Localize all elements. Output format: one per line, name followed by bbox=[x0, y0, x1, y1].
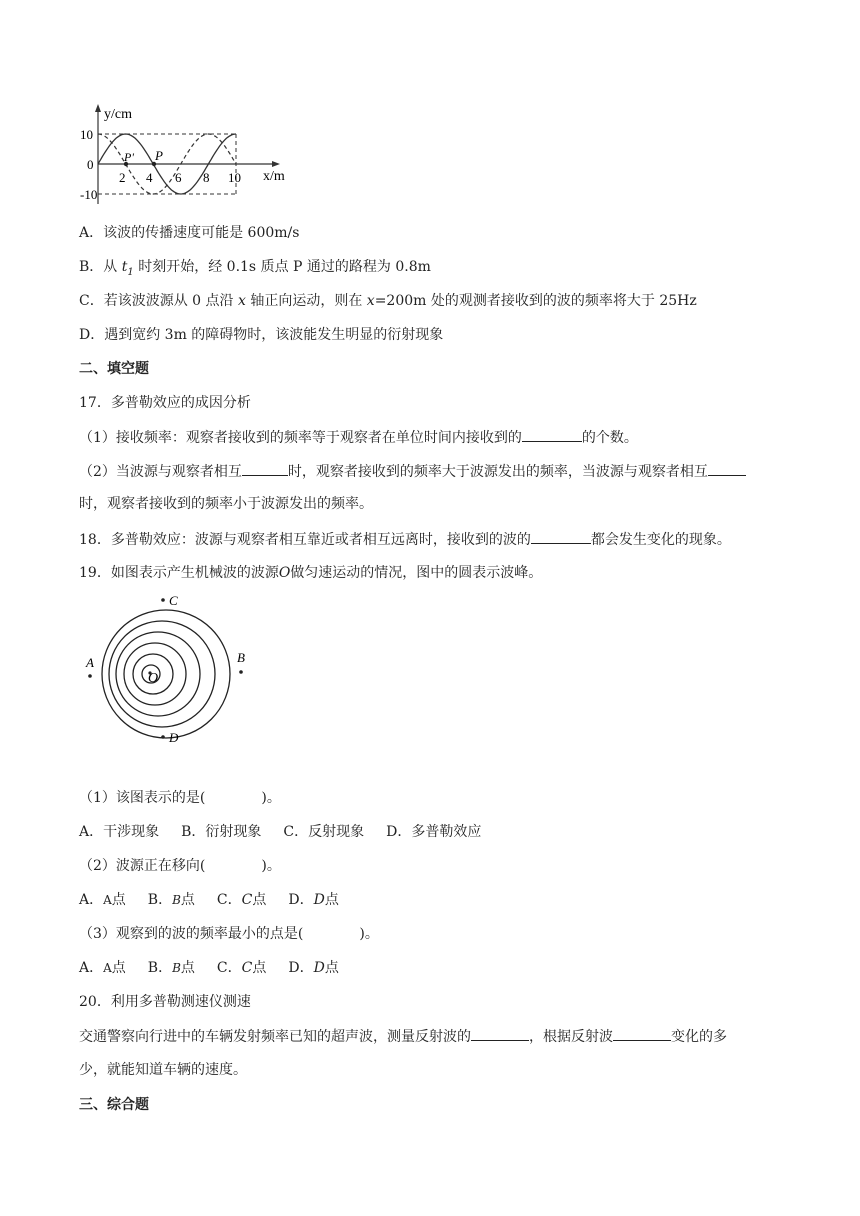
point-p-label: P bbox=[155, 148, 163, 163]
q19-sub1-options bbox=[79, 822, 503, 842]
x-tick-4: 4 bbox=[146, 170, 153, 185]
q16-option-c-suffix: =200m 处的观测者接收到的波的频率将大于 25Hz bbox=[374, 293, 697, 309]
q17-part1-after: 的个数。 bbox=[581, 430, 638, 446]
q17-part2-line2: 时，观察者接收到的频率小于波源发出的频率。 bbox=[79, 496, 373, 512]
y-tick-0: 0 bbox=[87, 157, 94, 172]
wave-graph bbox=[76, 100, 306, 208]
q16-option-d: D．遇到宽约 3m 的障碍物时，该波能发生明显的衍射现象 bbox=[79, 327, 444, 343]
wavefront-1 bbox=[102, 610, 230, 738]
x-tick-8: 8 bbox=[203, 170, 210, 185]
q17-part2-blank1 bbox=[242, 461, 288, 476]
q19-o: O bbox=[278, 565, 291, 581]
q20-line1-c: 变化的多 bbox=[671, 1029, 727, 1045]
y-tick-neg10: -10 bbox=[80, 187, 98, 202]
point-c-dot bbox=[161, 598, 165, 602]
doppler-diagram bbox=[78, 590, 268, 750]
q20-blank2 bbox=[613, 1026, 671, 1041]
q17-part2-a: （2）当波源与观察者相互 bbox=[79, 464, 242, 480]
q19-sub1: （1）该图表示的是( )。 bbox=[79, 790, 281, 806]
y-axis-arrow bbox=[95, 104, 101, 112]
q19-sub2-option-b: B．B点 bbox=[147, 892, 195, 908]
q19-sub3-option-d: D．D点 bbox=[288, 960, 339, 976]
wavefront-2 bbox=[109, 621, 215, 727]
q19-sub3-option-b: B．B点 bbox=[147, 960, 195, 976]
q19-sub1-option-a: A．干涉现象 bbox=[79, 824, 160, 840]
q16-option-b-prefix: B．从 bbox=[79, 259, 122, 275]
y-tick-10: 10 bbox=[80, 127, 93, 142]
q19-sub3-option-a: A．A点 bbox=[79, 960, 126, 976]
q18-after: 都会发生变化的现象。 bbox=[590, 532, 731, 548]
q19-stem bbox=[79, 563, 542, 583]
q19-before: 19．如图表示产生机械波的波源 bbox=[79, 565, 279, 581]
q16-option-b-t: t bbox=[121, 259, 128, 275]
q19-sub3: （3）观察到的波的频率最小的点是( )。 bbox=[79, 926, 379, 942]
q16-option-c-x2: x bbox=[366, 293, 375, 309]
q19-sub3-option-c: C．C点 bbox=[216, 960, 267, 976]
q19-sub2-option-c: C．C点 bbox=[216, 892, 267, 908]
q19-sub2-option-d: D．D点 bbox=[288, 892, 339, 908]
x-tick-10: 10 bbox=[228, 170, 241, 185]
y-axis-label: y/cm bbox=[104, 107, 132, 122]
point-d-dot bbox=[161, 735, 165, 739]
q17-part2-line1 bbox=[79, 461, 746, 482]
q20-line1-b: ，根据反射波 bbox=[529, 1029, 613, 1045]
point-b-dot bbox=[239, 670, 243, 674]
point-d-label: D bbox=[169, 730, 179, 745]
q20-line2: 少，就能知道车辆的速度。 bbox=[79, 1062, 247, 1078]
q19-sub1-option-d: D．多普勒效应 bbox=[386, 824, 482, 840]
q16-option-b-suffix: 时刻开始，经 0.1s 质点 P 通过的路程为 0.8m bbox=[133, 259, 431, 275]
q17-part2-blank2 bbox=[708, 461, 746, 476]
q18 bbox=[79, 529, 731, 550]
q16-option-b bbox=[79, 257, 431, 283]
q16-option-c-mid: 轴正向运动，则在 bbox=[245, 293, 367, 309]
q16-option-c bbox=[79, 291, 697, 311]
x-tick-2: 2 bbox=[119, 170, 126, 185]
point-b-label: B bbox=[237, 650, 245, 665]
point-c-label: C bbox=[169, 593, 178, 608]
q20-title: 20．利用多普勒测速仪测速 bbox=[79, 994, 251, 1010]
q17-part1-blank bbox=[522, 427, 582, 442]
q16-option-a: A．该波的传播速度可能是 600m/s bbox=[79, 225, 300, 241]
q16-option-b-sub: 1 bbox=[127, 266, 134, 278]
q19-sub1-option-c: C．反射现象 bbox=[283, 824, 365, 840]
section-2-title: 二、填空题 bbox=[79, 361, 149, 377]
q17-title: 17．多普勒效应的成因分析 bbox=[79, 395, 251, 411]
source-o-label: O bbox=[148, 671, 159, 686]
q19-sub2: （2）波源正在移向( )。 bbox=[79, 858, 281, 874]
x-axis-arrow bbox=[272, 161, 280, 167]
q18-blank bbox=[531, 529, 591, 544]
q16-option-c-prefix: C．若该波波源从 0 点沿 bbox=[79, 293, 238, 309]
point-a-label: A bbox=[86, 655, 94, 670]
point-p-prime-label: P' bbox=[124, 150, 134, 164]
q19-sub3-options bbox=[79, 958, 361, 978]
q18-before: 18．多普勒效应：波源与观察者相互靠近或者相互远离时，接收到的波的 bbox=[79, 532, 531, 548]
q19-sub1-option-b: B．衍射现象 bbox=[181, 824, 262, 840]
q17-part1 bbox=[79, 427, 638, 448]
q20-line1-a: 交通警察向行进中的车辆发射频率已知的超声波，测量反射波的 bbox=[79, 1029, 471, 1045]
q17-part1-before: （1）接收频率：观察者接收到的频率等于观察者在单位时间内接收到的 bbox=[79, 430, 522, 446]
q20-line1 bbox=[79, 1026, 727, 1047]
x-axis-label: x/m bbox=[263, 169, 285, 184]
q17-part2-b: 时，观察者接收到的频率大于波源发出的频率，当波源与观察者相互 bbox=[287, 464, 708, 480]
q19-sub2-option-a: A．A点 bbox=[79, 892, 126, 908]
q19-sub2-options bbox=[79, 890, 361, 910]
point-a-dot bbox=[88, 674, 92, 678]
q19-after: 做匀速运动的情况，图中的圆表示波峰。 bbox=[290, 565, 543, 581]
x-tick-6: 6 bbox=[175, 170, 182, 185]
section-3-title: 三、综合题 bbox=[79, 1097, 149, 1113]
q20-blank1 bbox=[471, 1026, 529, 1041]
q16-option-c-x1: x bbox=[237, 293, 246, 309]
